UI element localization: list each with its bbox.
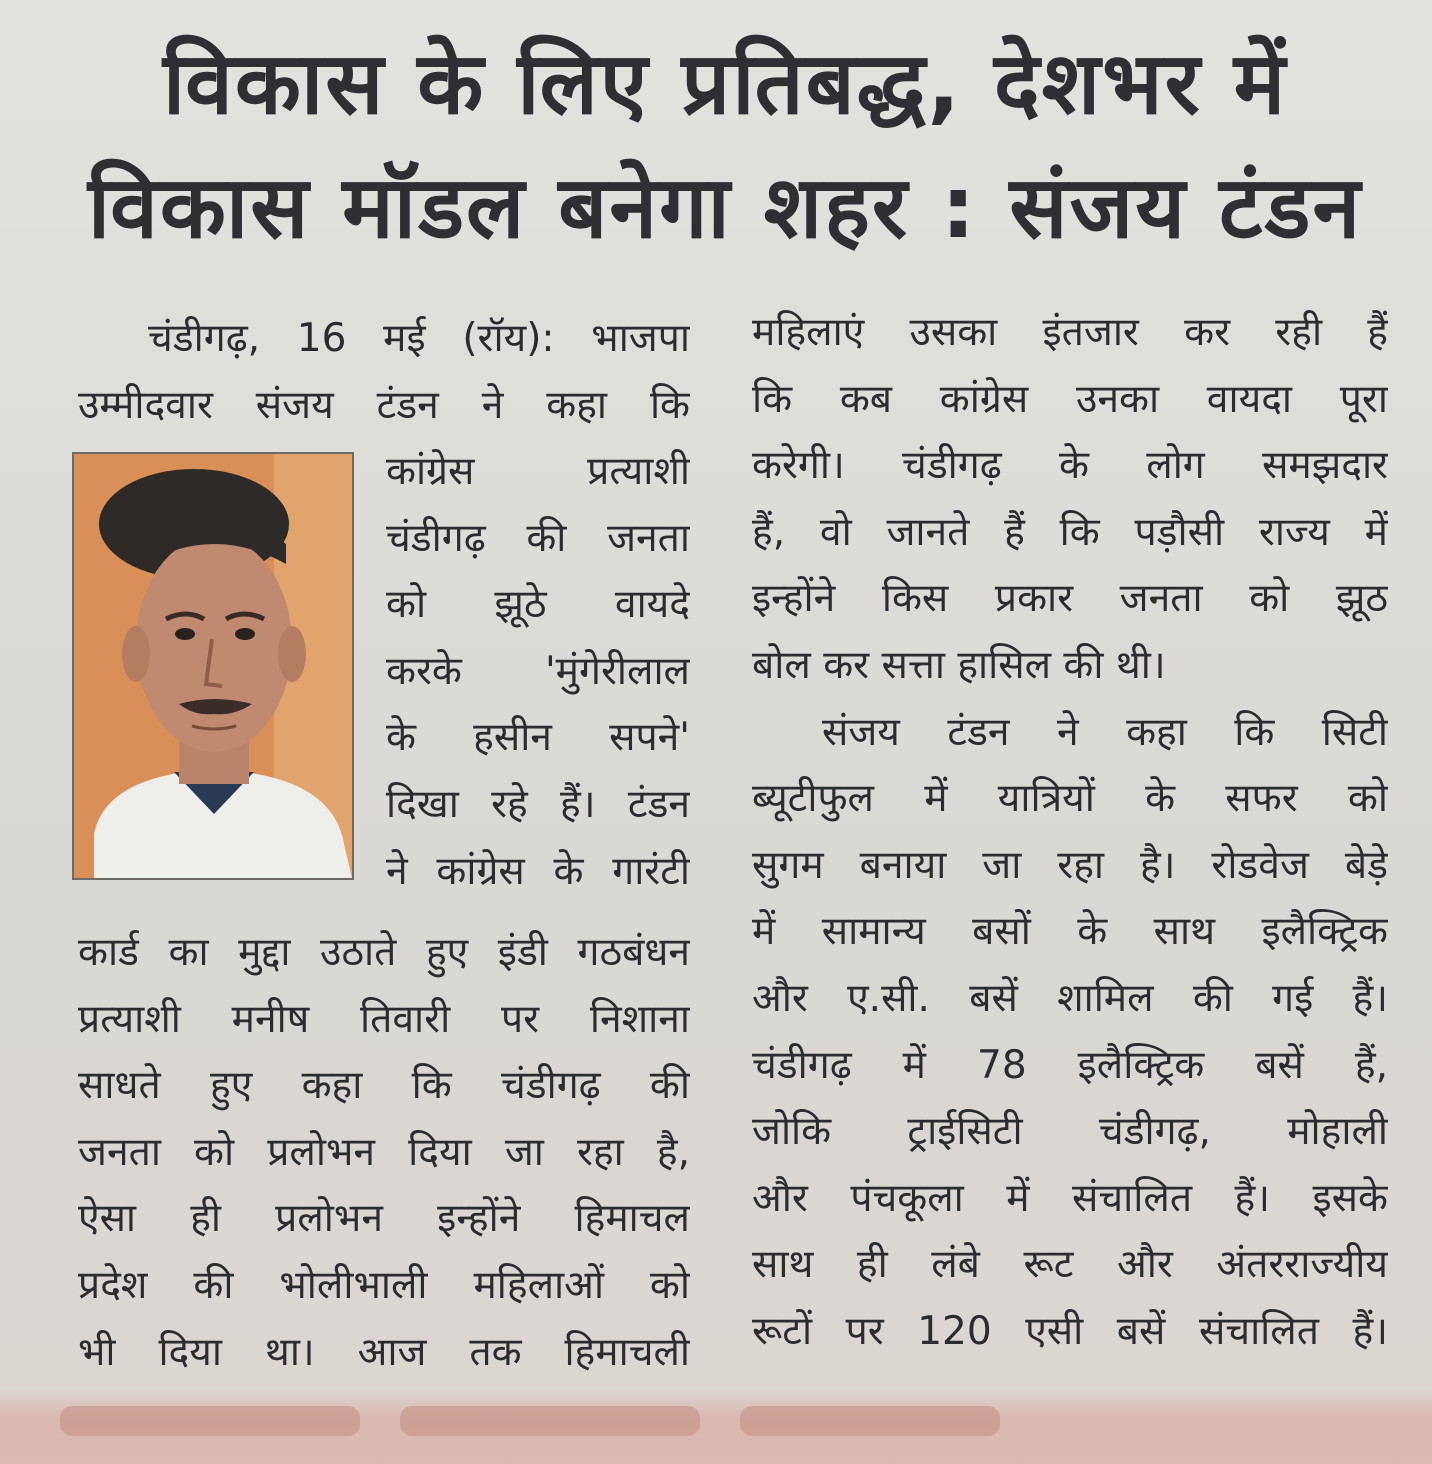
article-line: ब्यूटीफुल में यात्रियों के सफर को	[752, 776, 1388, 822]
left-column-top	[78, 306, 690, 439]
article-line: उम्मीदवार संजय टंडन ने कहा कि	[78, 382, 690, 428]
ink-smudge	[400, 1406, 700, 1436]
right-column	[752, 300, 1388, 1366]
dateline-line: चंडीगढ़, 16 मई (रॉय): भाजपा	[148, 316, 690, 361]
article-line: दिखा रहे हैं। टंडन	[386, 781, 690, 827]
ink-smudge	[740, 1406, 1000, 1436]
article-line: भी दिया था। आज तक हिमाचली	[78, 1329, 690, 1375]
article-line: सुगम बनाया जा रहा है। रोडवेज बेड़े	[752, 842, 1388, 888]
article-line: ने कांग्रेस के गारंटी	[386, 848, 690, 894]
article-line: बोल कर सत्ता हासिल की थी।	[752, 642, 1166, 688]
article-line: के हसीन सपने'	[386, 715, 690, 761]
article-line: और पंचकूला में संचालित हैं। इसके	[752, 1175, 1388, 1221]
article-line: इन्होंने किस प्रकार जनता को झूठ	[752, 576, 1388, 622]
article-line: में सामान्य बसों के साथ इलैक्ट्रिक	[752, 909, 1388, 955]
article-line: जोकि ट्राईसिटी चंडीगढ़, मोहाली	[752, 1109, 1388, 1155]
left-column-bottom	[78, 920, 690, 1386]
portrait-illustration	[74, 454, 352, 878]
article-line: करके 'मुंगेरीलाल	[386, 648, 690, 694]
ink-smudge	[60, 1406, 360, 1436]
headline	[60, 22, 1390, 270]
article-line: महिलाएं उसका इंतजार कर रही हैं	[752, 310, 1388, 355]
left-column-wrap	[386, 439, 690, 905]
article-line: रूटों पर 120 एसी बसें संचालित हैं।	[752, 1308, 1388, 1354]
article-line: कार्ड का मुद्दा उठाते हुए इंडी गठबंधन	[78, 930, 690, 975]
article-line: और ए.सी. बसें शामिल की गई हैं।	[752, 975, 1388, 1021]
article-line: चंडीगढ़ की जनता	[386, 515, 690, 561]
article-line: हैं, वो जानते हैं कि पड़ौसी राज्य में	[752, 509, 1388, 555]
headline-line-1: विकास के लिए प्रतिबद्ध, देशभर में	[162, 34, 1288, 134]
article-line: प्रत्याशी मनीष तिवारी पर निशाना	[78, 996, 690, 1042]
article-line: साथ ही लंबे रूट और अंतरराज्यीय	[752, 1242, 1388, 1288]
article-line: चंडीगढ़ में 78 इलैक्ट्रिक बसें हैं,	[752, 1042, 1388, 1088]
article-line: संजय टंडन ने कहा कि सिटी	[822, 709, 1388, 755]
article-line: को झूठे वायदे	[386, 582, 690, 628]
article-line: करेगी। चंडीगढ़ के लोग समझदार	[752, 443, 1388, 489]
article-line: जनता को प्रलोभन दिया जा रहा है,	[78, 1129, 690, 1175]
faded-bottom-strip	[0, 1388, 1432, 1464]
article-line: ऐसा ही प्रलोभन इन्होंने हिमाचल	[78, 1196, 690, 1242]
candidate-photo	[72, 452, 354, 880]
article-line: साधते हुए कहा कि चंडीगढ़ की	[78, 1063, 690, 1109]
headline-line-2: विकास मॉडल बनेगा शहर : संजय टंडन	[87, 158, 1363, 258]
article-line: कि कब कांग्रेस उनका वायदा पूरा	[752, 376, 1388, 422]
article-line: कांग्रेस प्रत्याशी	[386, 449, 690, 494]
article-line: प्रदेश की भोलीभाली महिलाओं को	[78, 1262, 690, 1308]
